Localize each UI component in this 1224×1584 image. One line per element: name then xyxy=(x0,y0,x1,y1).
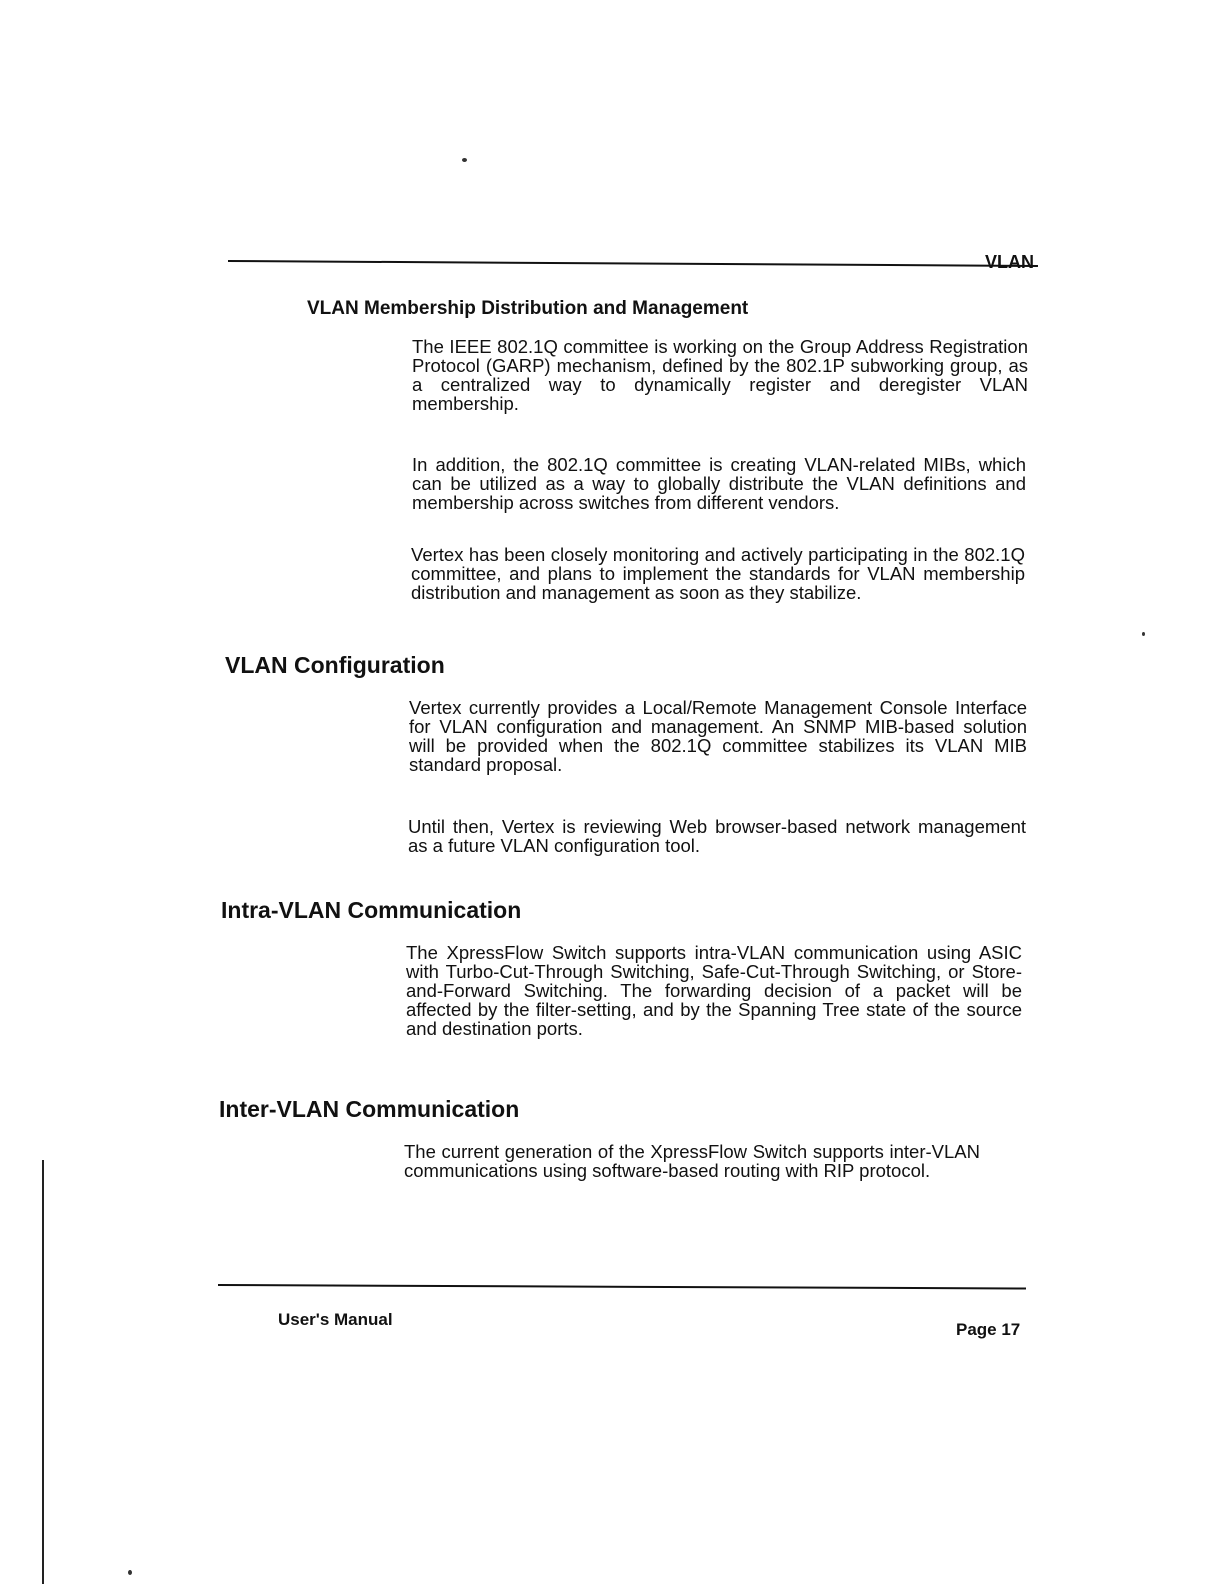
paragraph: The current generation of the XpressFlow Switch supports inter-VLAN communications using software-based routing with RIP protocol. xyxy=(404,1141,980,1181)
header-rule xyxy=(228,260,1038,267)
scan-speck xyxy=(128,1570,132,1575)
footer-manual-title: User's Manual xyxy=(278,1310,393,1329)
section-heading: Intra-VLAN Communication xyxy=(221,897,522,923)
paragraph: The IEEE 802.1Q committee is working on the Group Address Registration Protocol (GARP) mechanism, defined by the 802.1P subworking group, as a centralized way to dynamically register and deregister VLAN membership. xyxy=(412,336,1028,414)
paragraph: The XpressFlow Switch supports intra-VLAN communication using ASIC with Turbo-Cut-Through Switching, Safe-Cut-Through Switching, or Store-and-Forward Switching. The forwarding decision of a packet will be affected by the filter-setting, and by the Spanning Tree state of the source and destination ports. xyxy=(406,942,1022,1039)
section-heading: VLAN Membership Distribution and Management xyxy=(307,298,749,319)
paragraph: Vertex currently provides a Local/Remote Management Console Interface for VLAN configuration and management. An SNMP MIB-based solution will be provided when the 802.1Q committee stabilizes its VLAN MIB standard proposal. xyxy=(409,697,1027,775)
running-head: VLAN xyxy=(985,252,1034,272)
paragraph: Vertex has been closely monitoring and actively participating in the 802.1Q committee, and plans to implement the standards for VLAN membership distribution and management as soon as they stabilize. xyxy=(411,544,1025,603)
section-heading: VLAN Configuration xyxy=(225,652,445,678)
paragraph: In addition, the 802.1Q committee is creating VLAN-related MIBs, which can be utilized as a way to globally distribute the VLAN definitions and membership across switches from different vendors. xyxy=(412,454,1026,513)
scan-speck xyxy=(1142,632,1145,636)
scan-speck xyxy=(462,158,467,162)
page-number: Page 17 xyxy=(956,1320,1021,1339)
footer-rule xyxy=(218,1284,1026,1290)
paragraph: Until then, Vertex is reviewing Web browser-based network management as a future VLAN configuration tool. xyxy=(408,816,1026,856)
section-heading: Inter-VLAN Communication xyxy=(219,1096,520,1122)
scan-margin-line xyxy=(42,1160,44,1584)
